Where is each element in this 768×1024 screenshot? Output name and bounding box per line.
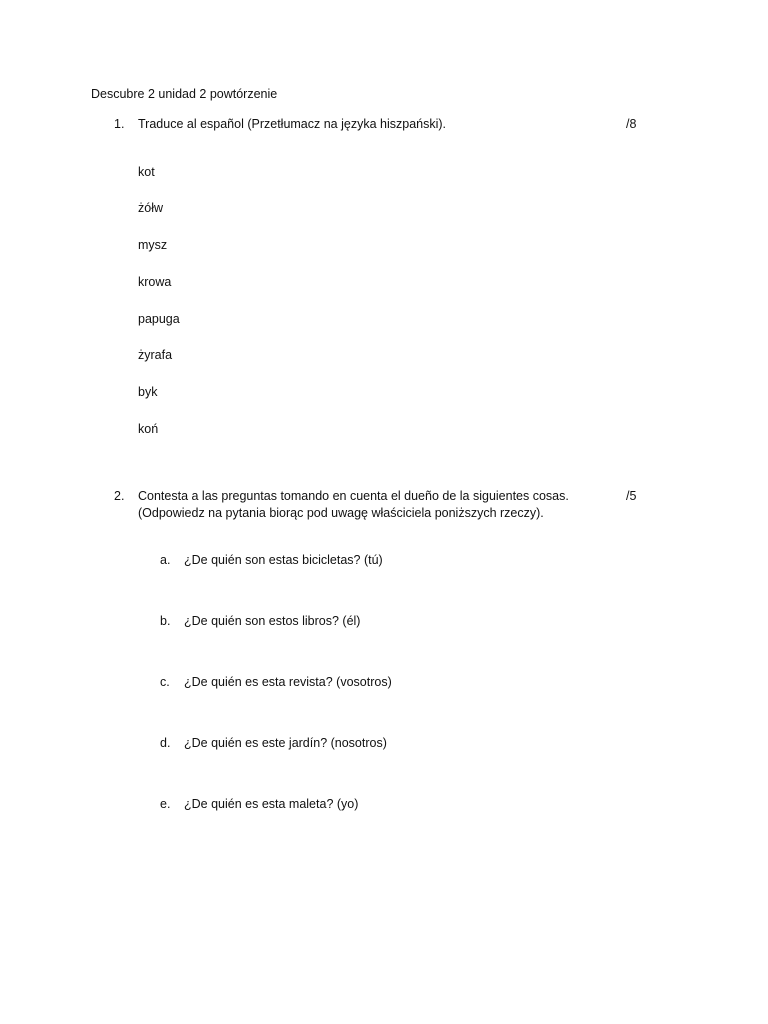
- question-1-number: 1.: [114, 117, 125, 131]
- sub-question-text: ¿De quién es esta maleta? (yo): [184, 797, 359, 811]
- question-1-text: Traduce al español (Przetłumacz na języka hiszpański).: [138, 117, 447, 131]
- vocab-word: żółw: [138, 201, 164, 215]
- question-2-text-line2: (Odpowiedz na pytania biorąc pod uwagę właściciela poniższych rzeczy).: [138, 506, 544, 520]
- sub-question-text: ¿De quién es este jardín? (nosotros): [184, 736, 387, 750]
- sub-question-text: ¿De quién son estos libros? (él): [184, 614, 361, 628]
- question-2-text-line1: Contesta a las preguntas tomando en cuenta el dueño de la siguientes cosas.: [138, 489, 569, 503]
- sub-question-letter: d.: [160, 736, 171, 750]
- vocab-word: żyrafa: [138, 348, 173, 362]
- vocab-word: mysz: [138, 238, 168, 252]
- sub-question-letter: e.: [160, 797, 171, 811]
- sub-question-text: ¿De quién es esta revista? (vosotros): [184, 675, 392, 689]
- sub-question-letter: a.: [160, 553, 171, 567]
- document-title: Descubre 2 unidad 2 powtórzenie: [91, 87, 278, 101]
- sub-question-letter: b.: [160, 614, 171, 628]
- vocab-word: kot: [138, 165, 155, 179]
- vocab-word: papuga: [138, 312, 180, 326]
- sub-question-text: ¿De quién son estas bicicletas? (tú): [184, 553, 383, 567]
- vocab-word: byk: [138, 385, 158, 399]
- question-2-score: /5: [626, 489, 637, 503]
- vocab-word: krowa: [138, 275, 172, 289]
- question-2-number: 2.: [114, 489, 125, 503]
- sub-question-letter: c.: [160, 675, 170, 689]
- vocab-word: koń: [138, 422, 159, 436]
- question-1-score: /8: [626, 117, 637, 131]
